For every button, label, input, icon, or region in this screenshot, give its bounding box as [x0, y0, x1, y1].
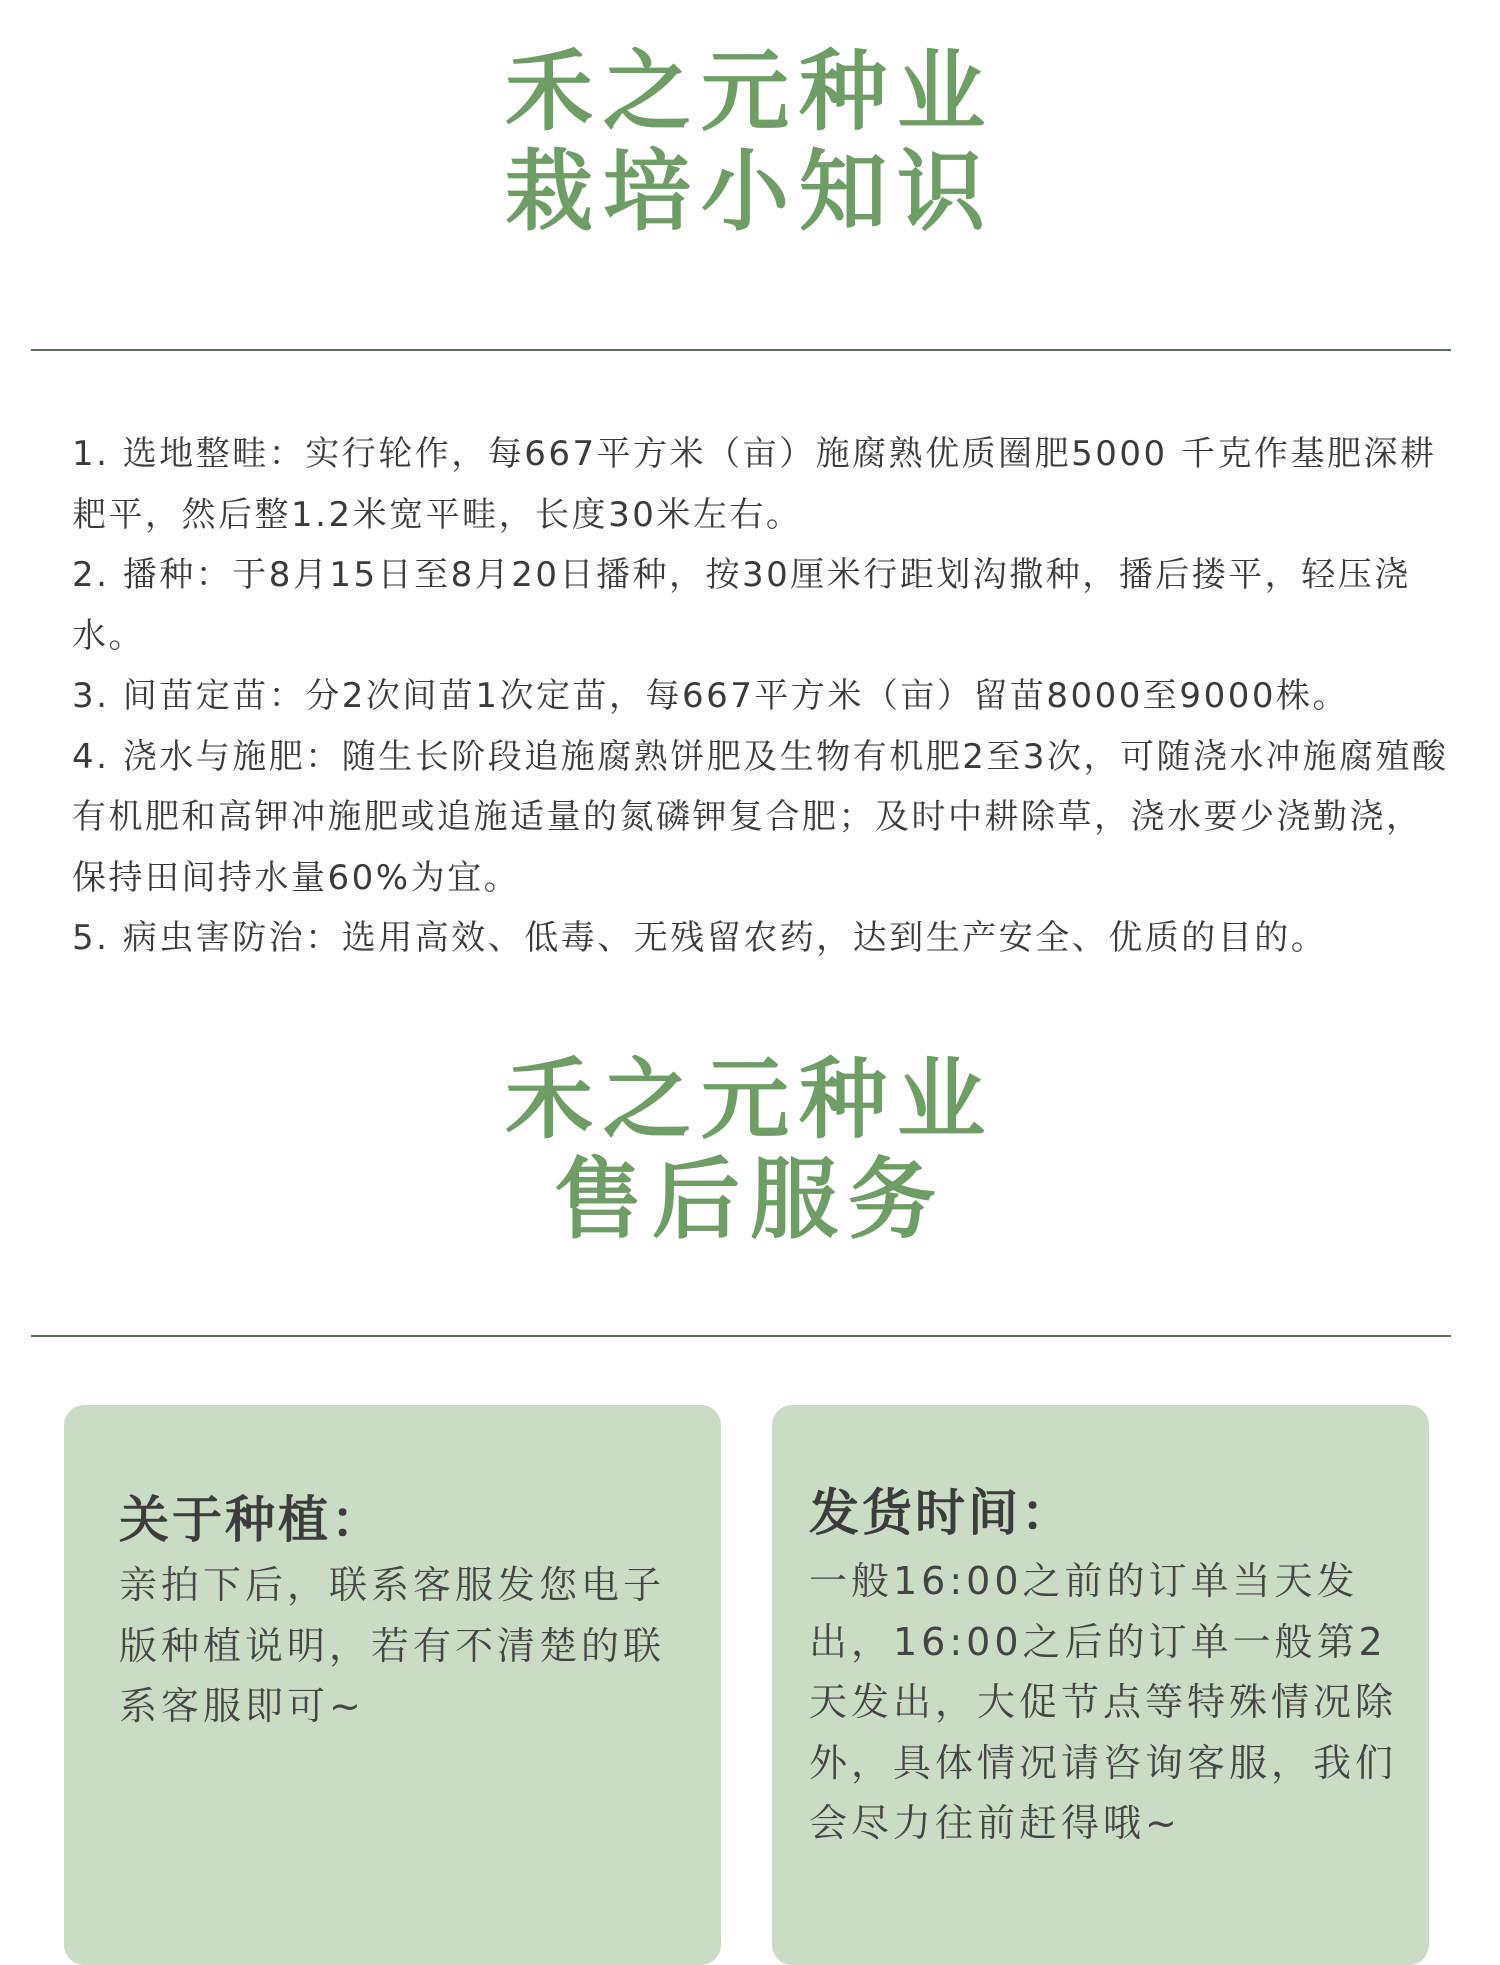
section-heading: 栽培小知识: [504, 140, 995, 243]
section-divider: [31, 349, 1451, 351]
tip-item: 2. 播种：于8月15日至8月20日播种，按30厘米行距划沟撒种，播后搂平，轻压浇水。: [72, 555, 1411, 656]
planting-tips-list: [72, 424, 1452, 969]
section-heading: 售后服务: [553, 1148, 946, 1251]
brand-name: 禾之元种业: [504, 40, 995, 143]
tip-item: 5. 病虫害防治：选用高效、低毒、无残留农药，达到生产安全、优质的目的。: [72, 918, 1328, 958]
tip-item: 3. 间苗定苗：分2次间苗1次定苗，每667平方米（亩）留苗8000至9000株。: [72, 676, 1349, 716]
shipping-info-card: [772, 1405, 1429, 1965]
brand-name: 禾之元种业: [504, 1048, 995, 1151]
tip-item: 1. 选地整畦：实行轮作，每667平方米（亩）施腐熟优质圈肥5000 千克作基肥深耕耙平，然后整1.2米宽平畦，长度30米左右。: [72, 434, 1437, 535]
planting-tips-title: [0, 42, 1500, 242]
card-title: 发货时间：: [809, 1484, 1074, 1542]
card-body: 一般16:00之前的订单当天发出，16:00之后的订单一般第2天发出，大促节点等特殊情况除外，具体情况请咨询客服，我们会尽力往前赶得哦~: [809, 1559, 1398, 1845]
after-sales-title: [0, 1050, 1500, 1250]
tip-item: 4. 浇水与施肥：随生长阶段追施腐熟饼肥及生物有机肥2至3次，可随浇水冲施腐殖酸有机肥和高钾冲施肥或追施适量的氮磷钾复合肥；及时中耕除草，浇水要少浇勤浇，保持田间持水量60%为宜。: [72, 736, 1449, 898]
section-divider: [31, 1335, 1451, 1337]
planting-info-card: [64, 1405, 721, 1965]
card-body: 亲拍下后，联系客服发您电子版种植说明，若有不清楚的联系客服即可~: [119, 1563, 666, 1728]
card-title: 关于种植：: [119, 1491, 384, 1549]
